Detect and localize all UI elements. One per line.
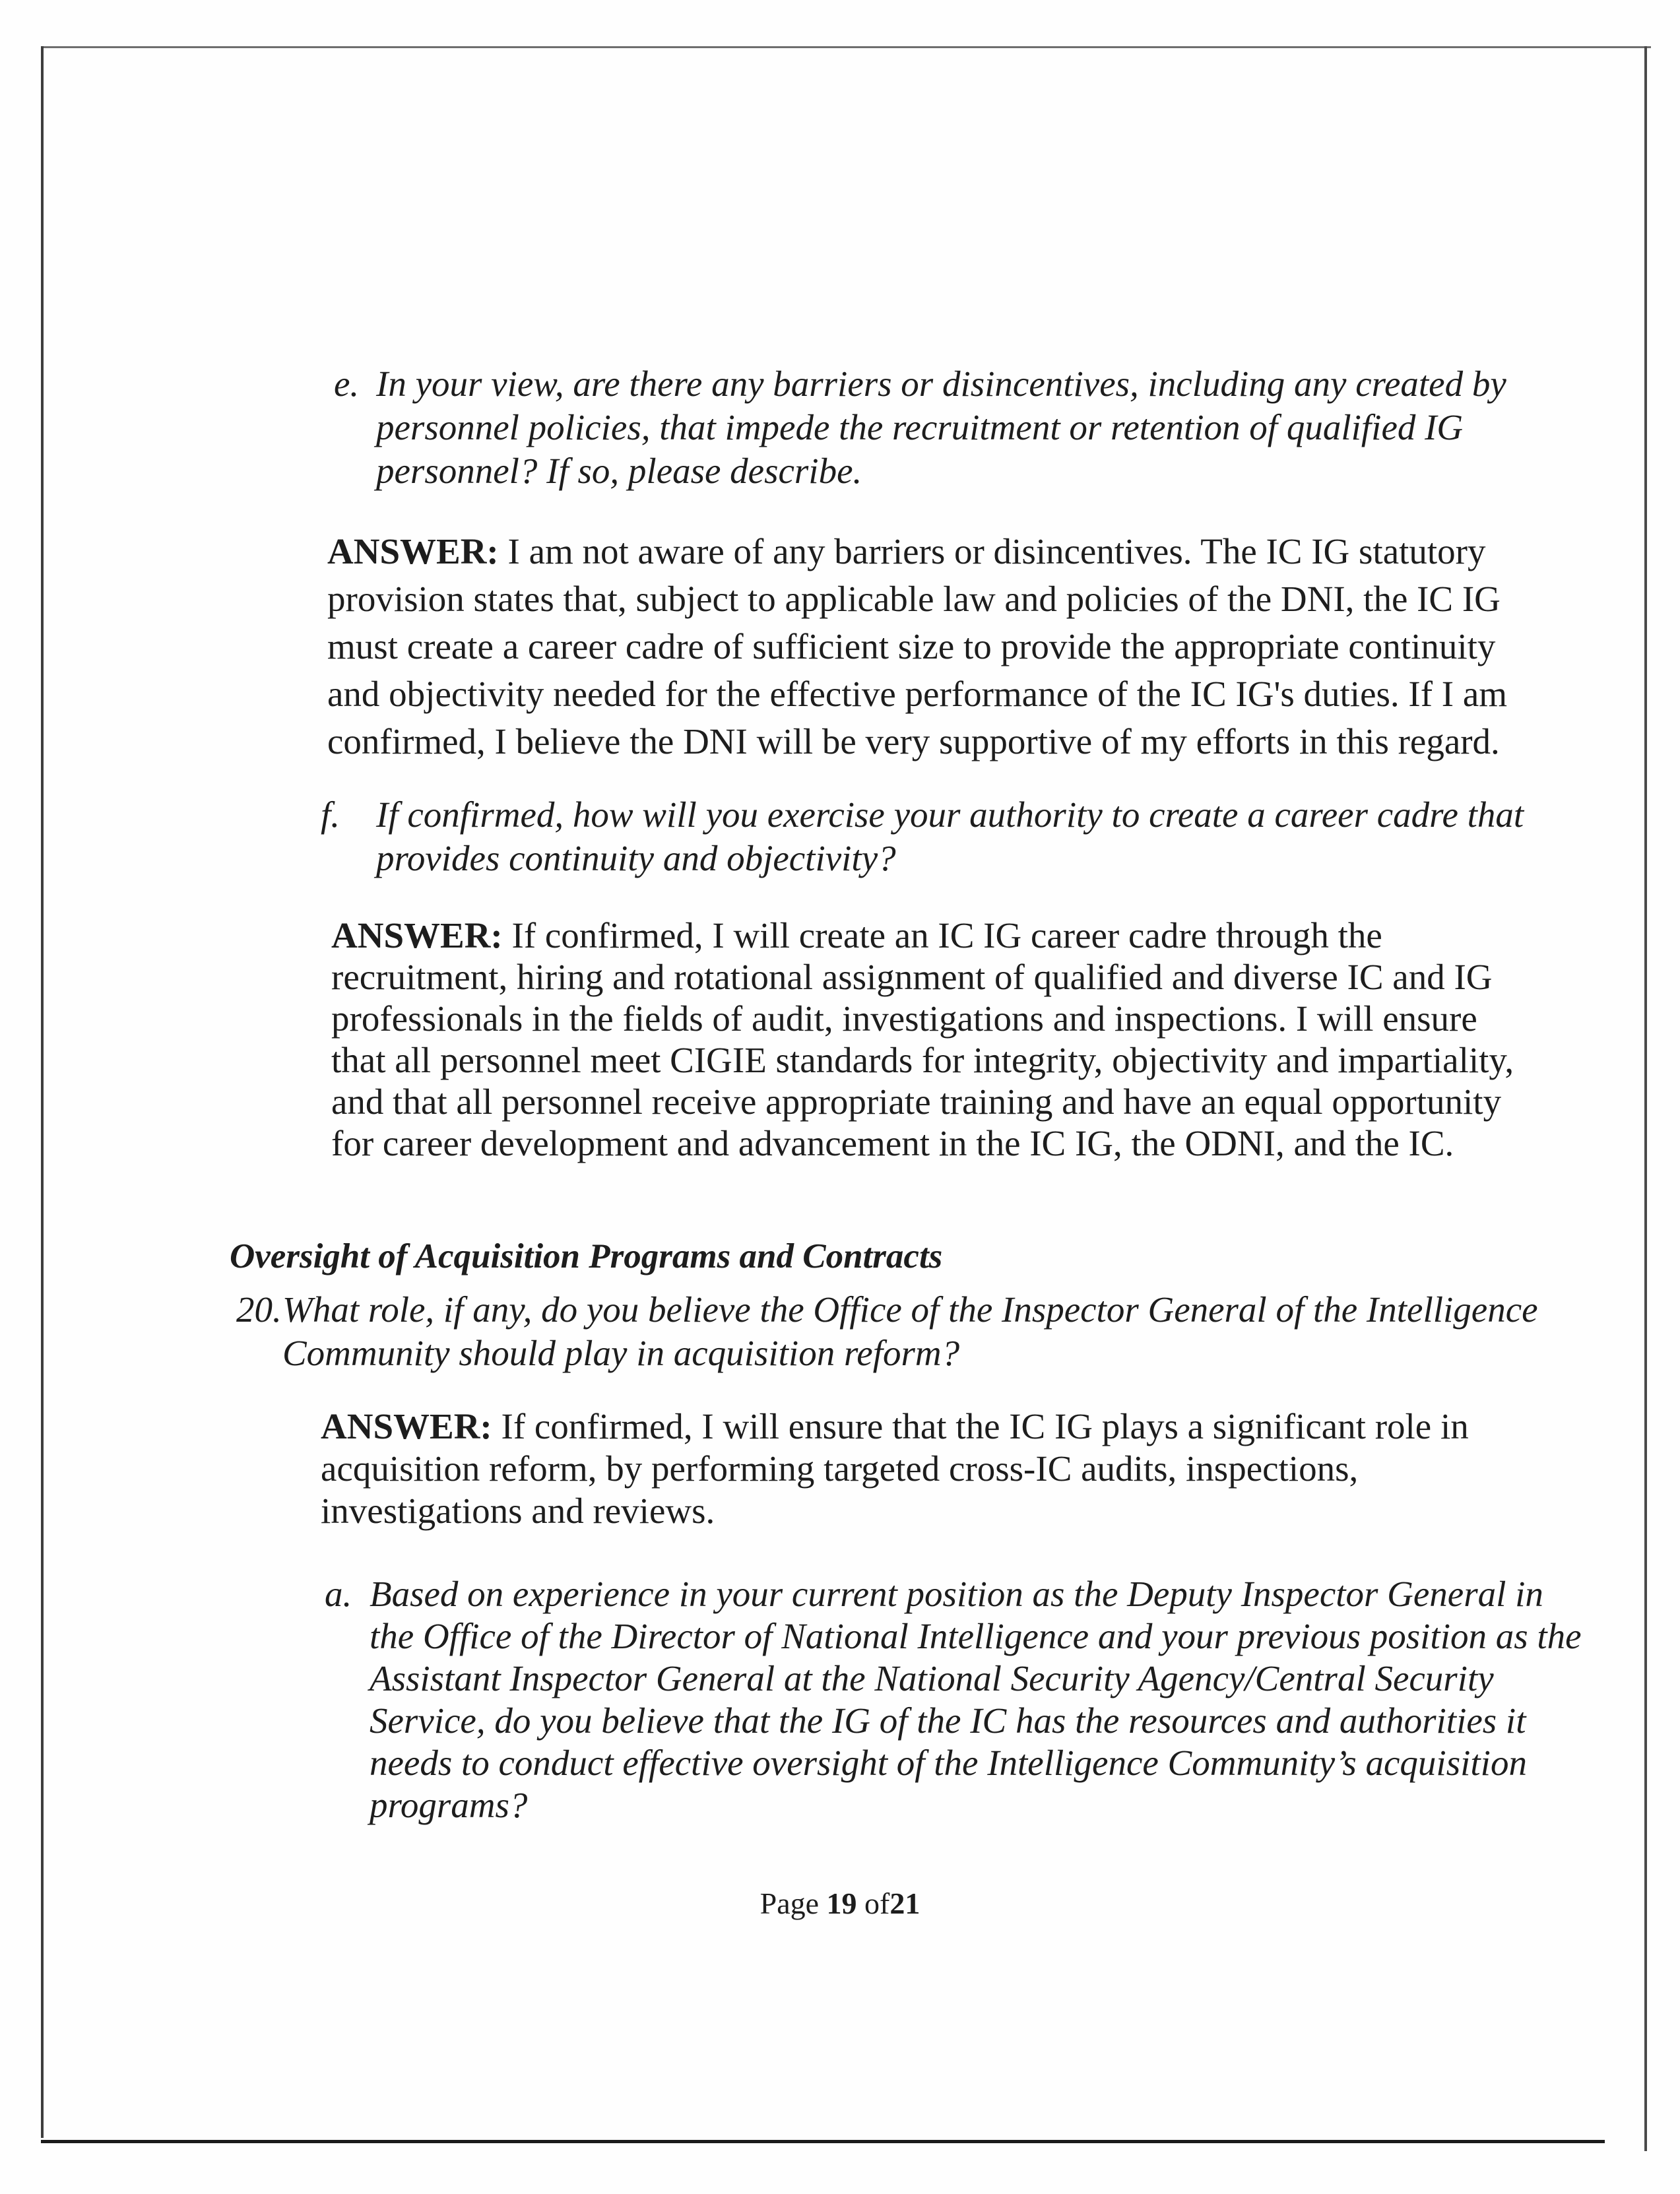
question-a-text: Based on experience in your current position as the Deputy Inspector General in the Office of the Director of National Intelligence and your previous position as the Assistant Inspector General at the National Security Agency/Central Security Service, do you believe that the IG of the IC has the resources and authorities it needs to conduct effective oversight of the Intelligence Community’s acquisition programs?	[370, 1574, 1582, 1825]
question-f-text: If confirmed, how will you exercise your authority to create a career cadre that provides continuity and objectivity?	[376, 794, 1524, 878]
answer-20	[321, 1405, 1469, 1532]
answer-20-text: If confirmed, I will ensure that the IC IG plays a significant role in acquisition reform, by performing targeted cross-IC audits, inspections, investigations and reviews.	[321, 1406, 1469, 1531]
question-a-marker: a.	[325, 1574, 352, 1614]
section-heading: Oversight of Acquisition Programs and Contracts	[230, 1237, 943, 1275]
question-e-text: In your view, are there any barriers or disincentives, including any created by personnel policies, that impede the recruitment or retention of qualified IG personnel? If so, please describe.	[376, 364, 1506, 491]
page-border-left	[41, 46, 44, 2138]
answer-e	[327, 528, 1548, 765]
question-f-marker: f.	[321, 794, 340, 835]
question-e	[334, 362, 1597, 493]
answer-f-label: ANSWER:	[331, 915, 503, 955]
page-border-top	[41, 46, 1651, 48]
answer-20-label: ANSWER:	[321, 1406, 492, 1446]
question-e-marker: e.	[334, 364, 360, 404]
page-number-of: of	[864, 1887, 890, 1920]
page-number-current: 19	[826, 1887, 857, 1920]
answer-f-text: If confirmed, I will create an IC IG career cadre through the recruitment, hiring and rotational assignment of qualified and diverse IC and IG professionals in the fields of audit, investigations and inspections. I will ensure that all personnel meet CIGIE standards for integrity, objectivity and impartiality, and that all personnel receive appropriate training and have an equal opportunity for career development and advancement in the IC IG, the ODNI, and the IC.	[331, 915, 1514, 1163]
question-20-marker: 20.	[236, 1289, 282, 1330]
question-20-text: What role, if any, do you believe the Office of the Inspector General of the Intelligence Community should play in acquisition reform?	[282, 1289, 1538, 1373]
question-f	[321, 793, 1584, 880]
question-20	[236, 1288, 1576, 1375]
page-border-right	[1644, 46, 1647, 2151]
answer-f	[331, 915, 1532, 1164]
question-a	[325, 1573, 1584, 1826]
answer-e-text: I am not aware of any barriers or disincentives. The IC IG statutory provision states that, subject to applicable law and policies of the DNI, the IC IG must create a career cadre of sufficient size to provide the appropriate continuity and objectivity needed for the effective performance of the IC IG's duties. If I am confirmed, I believe the DNI will be very supportive of my efforts in this regard.	[327, 531, 1508, 761]
answer-e-label: ANSWER:	[327, 531, 499, 571]
page-number-total: 21	[889, 1887, 921, 1920]
page-number-label: Page	[759, 1887, 820, 1920]
page-border-bottom	[41, 2140, 1605, 2143]
page-number	[0, 1885, 1680, 1922]
